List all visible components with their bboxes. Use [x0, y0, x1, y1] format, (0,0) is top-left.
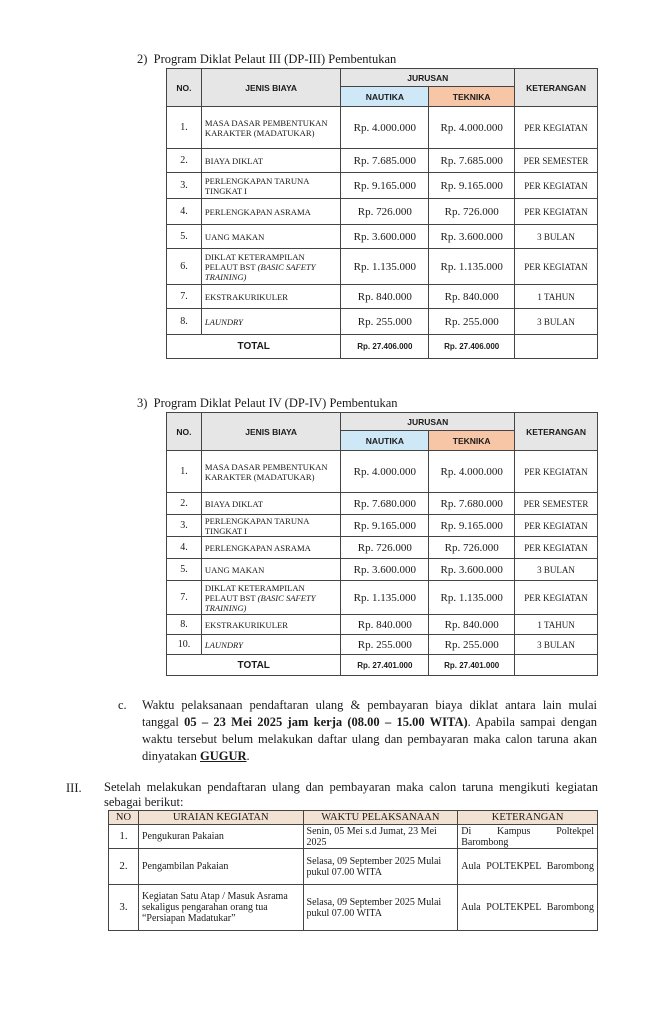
section-iii-marker: III. — [66, 781, 82, 795]
row-keterangan: PER KEGIATAN — [515, 537, 598, 559]
row-number: 5. — [167, 559, 202, 581]
header-no: NO. — [167, 69, 202, 107]
table-row — [167, 451, 598, 493]
row-item-italic: LAUNDRY — [204, 316, 243, 327]
row-teknika: Rp. 3.600.000 — [429, 225, 515, 249]
table-row — [167, 285, 598, 309]
row-nautika: Rp. 3.600.000 — [341, 225, 429, 249]
header-jenis-biaya: JENIS BIAYA — [201, 69, 341, 107]
row-keterangan: 1 TAHUN — [515, 285, 598, 309]
header-waktu: WAKTU PELAKSANAAN — [303, 811, 458, 825]
row-teknika: Rp. 255.000 — [429, 309, 515, 335]
row-keterangan: PER SEMESTER — [515, 149, 598, 173]
header-keterangan: KETERANGAN — [458, 811, 598, 825]
row-keterangan: PER KEGIATAN — [515, 173, 598, 199]
row-waktu: Selasa, 09 September 2025 Mulai pukul 07.00 WITA — [303, 885, 458, 931]
row-keterangan: 3 BULAN — [515, 225, 598, 249]
header-uraian: URAIAN KEGIATAN — [138, 811, 303, 825]
row-keterangan: Aula POLTEKPEL Barombong — [458, 885, 598, 931]
row-item-text: BIAYA DIKLAT — [204, 155, 264, 166]
row-uraian: Kegiatan Satu Atap / Masuk Asrama sekaligus pengarahan orang tua “Persiapan Madatukar” — [138, 885, 303, 931]
row-teknika: Rp. 840.000 — [429, 285, 515, 309]
row-teknika: Rp. 840.000 — [429, 615, 515, 635]
table-row — [167, 493, 598, 515]
row-number: 7. — [167, 581, 202, 615]
point-c-text — [142, 697, 597, 765]
row-item — [201, 173, 341, 199]
row-number: 1. — [167, 107, 202, 149]
header-no: NO. — [167, 413, 202, 451]
row-number: 3. — [109, 885, 139, 931]
row-item — [201, 615, 341, 635]
row-item — [201, 225, 341, 249]
row-item-text: UANG MAKAN — [204, 231, 265, 242]
row-item-text: DIKLAT KETERAMPILAN PELAUT BST — [204, 582, 305, 603]
row-nautika: Rp. 7.680.000 — [341, 493, 429, 515]
row-item — [201, 199, 341, 225]
section-3-title: 3) Program Diklat Pelaut IV (DP-IV) Pembentukan — [137, 396, 398, 410]
table-row — [167, 225, 598, 249]
row-number: 7. — [167, 285, 202, 309]
row-item-text: UANG MAKAN — [204, 564, 265, 575]
row-number: 4. — [167, 199, 202, 225]
row-keterangan: 3 BULAN — [515, 309, 598, 335]
row-nautika: Rp. 9.165.000 — [341, 515, 429, 537]
row-nautika: Rp. 840.000 — [341, 285, 429, 309]
row-item — [201, 537, 341, 559]
row-item-text: PERLENGKAPAN TARUNA TINGKAT I — [204, 515, 309, 536]
row-number: 2. — [167, 493, 202, 515]
row-nautika: Rp. 1.135.000 — [341, 581, 429, 615]
row-teknika: Rp. 7.685.000 — [429, 149, 515, 173]
row-item — [201, 309, 341, 335]
cost-table-dp4 — [166, 412, 598, 676]
point-c-text-3: . — [246, 749, 250, 763]
row-number: 2. — [167, 149, 202, 173]
row-teknika: Rp. 9.165.000 — [429, 173, 515, 199]
table-row — [167, 537, 598, 559]
row-item — [201, 107, 341, 149]
row-teknika: Rp. 9.165.000 — [429, 515, 515, 537]
table-row — [167, 199, 598, 225]
row-number: 4. — [167, 537, 202, 559]
header-no: NO — [109, 811, 139, 825]
header-jurusan: JURUSAN — [341, 69, 515, 87]
row-nautika: Rp. 726.000 — [341, 537, 429, 559]
point-c-date-range: 05 – 23 Mei 2025 jam kerja (08.00 – 15.00 WITA) — [184, 715, 468, 729]
total-keterangan — [515, 655, 598, 676]
row-number: 6. — [167, 249, 202, 285]
table-row — [109, 885, 598, 931]
row-teknika: Rp. 4.000.000 — [429, 107, 515, 149]
total-nautika: Rp. 27.406.000 — [341, 335, 429, 359]
row-item-text: DIKLAT KETERAMPILAN PELAUT BST — [204, 251, 305, 272]
row-item-text: EKSTRAKURIKULER — [204, 291, 288, 302]
row-teknika: Rp. 255.000 — [429, 635, 515, 655]
header-nautika: NAUTIKA — [341, 87, 429, 107]
row-number: 10. — [167, 635, 202, 655]
section-2-title: 2) Program Diklat Pelaut III (DP-III) Pembentukan — [137, 52, 397, 66]
row-keterangan: PER KEGIATAN — [515, 451, 598, 493]
total-teknika: Rp. 27.401.000 — [429, 655, 515, 676]
header-jenis-biaya: JENIS BIAYA — [201, 413, 341, 451]
row-item — [201, 451, 341, 493]
section-iii-text: Setelah melakukan pendaftaran ulang dan pembayaran maka calon taruna mengikuti kegiatan sebagai berikut: — [104, 780, 598, 809]
row-item-italic: LAUNDRY — [204, 639, 243, 650]
row-item — [201, 635, 341, 655]
row-teknika: Rp. 7.680.000 — [429, 493, 515, 515]
row-nautika: Rp. 9.165.000 — [341, 173, 429, 199]
total-teknika: Rp. 27.406.000 — [429, 335, 515, 359]
total-keterangan — [515, 335, 598, 359]
row-waktu: Senin, 05 Mei s.d Jumat, 23 Mei 2025 — [303, 825, 458, 849]
row-number: 5. — [167, 225, 202, 249]
table-row — [167, 149, 598, 173]
row-teknika: Rp. 726.000 — [429, 199, 515, 225]
row-nautika: Rp. 255.000 — [341, 635, 429, 655]
table-row — [109, 849, 598, 885]
table-row — [167, 107, 598, 149]
row-item — [201, 149, 341, 173]
row-nautika: Rp. 4.000.000 — [341, 451, 429, 493]
row-keterangan: 3 BULAN — [515, 559, 598, 581]
row-item-text: PERLENGKAPAN ASRAMA — [204, 542, 311, 553]
cost-table-dp3 — [166, 68, 598, 359]
row-item-text: BIAYA DIKLAT — [204, 498, 264, 509]
total-label: TOTAL — [167, 335, 341, 359]
row-teknika: Rp. 3.600.000 — [429, 559, 515, 581]
row-keterangan: PER KEGIATAN — [515, 199, 598, 225]
row-number: 1. — [167, 451, 202, 493]
row-nautika: Rp. 3.600.000 — [341, 559, 429, 581]
point-c-text-2: . Apabila sampai dengan waktu tersebut belum melakukan daftar ulang dan pembayaran maka calon taruna akan dinyatakan — [142, 715, 597, 763]
table-row — [167, 635, 598, 655]
total-label: TOTAL — [167, 655, 341, 676]
table-row — [167, 309, 598, 335]
row-item-italic: (BASIC SAFETY TRAINING) — [204, 592, 316, 613]
table-row — [167, 249, 598, 285]
table-row — [167, 615, 598, 635]
table-row — [167, 559, 598, 581]
header-jurusan: JURUSAN — [341, 413, 515, 431]
row-number: 3. — [167, 173, 202, 199]
row-keterangan: PER KEGIATAN — [515, 581, 598, 615]
row-item-text: MASA DASAR PEMBENTUKAN KARAKTER (MADATUKAR) — [204, 461, 328, 482]
point-c-marker: c. — [118, 698, 127, 712]
header-teknika: TEKNIKA — [429, 431, 515, 451]
row-teknika: Rp. 1.135.000 — [429, 249, 515, 285]
activities-table — [108, 810, 598, 931]
table-row — [167, 515, 598, 537]
row-item — [201, 493, 341, 515]
row-keterangan: Aula POLTEKPEL Barombong — [458, 849, 598, 885]
row-teknika: Rp. 726.000 — [429, 537, 515, 559]
row-teknika: Rp. 4.000.000 — [429, 451, 515, 493]
row-item-text: EKSTRAKURIKULER — [204, 619, 288, 630]
row-item — [201, 559, 341, 581]
row-nautika: Rp. 726.000 — [341, 199, 429, 225]
row-keterangan: 3 BULAN — [515, 635, 598, 655]
row-number: 8. — [167, 615, 202, 635]
point-c-text-1: Waktu pelaksanaan pendaftaran ulang & pembayaran biaya diklat antara lain mulai tanggal — [142, 698, 597, 729]
row-item-italic: (BASIC SAFETY TRAINING) — [204, 261, 316, 282]
row-keterangan: PER KEGIATAN — [515, 249, 598, 285]
header-keterangan: KETERANGAN — [515, 413, 598, 451]
header-teknika: TEKNIKA — [429, 87, 515, 107]
row-item-text: PERLENGKAPAN TARUNA TINGKAT I — [204, 175, 309, 196]
table-row — [167, 173, 598, 199]
row-uraian: Pengukuran Pakaian — [138, 825, 303, 849]
row-nautika: Rp. 1.135.000 — [341, 249, 429, 285]
row-keterangan: PER SEMESTER — [515, 493, 598, 515]
header-keterangan: KETERANGAN — [515, 69, 598, 107]
row-keterangan: PER KEGIATAN — [515, 515, 598, 537]
row-uraian: Pengambilan Pakaian — [138, 849, 303, 885]
row-keterangan: PER KEGIATAN — [515, 107, 598, 149]
row-item — [201, 249, 341, 285]
table-row — [109, 825, 598, 849]
row-item-text: PERLENGKAPAN ASRAMA — [204, 206, 311, 217]
row-item — [201, 515, 341, 537]
row-item — [201, 581, 341, 615]
row-waktu: Selasa, 09 September 2025 Mulai pukul 07.00 WITA — [303, 849, 458, 885]
row-nautika: Rp. 7.685.000 — [341, 149, 429, 173]
row-item-text: MASA DASAR PEMBENTUKAN KARAKTER (MADATUKAR) — [204, 117, 328, 138]
row-item — [201, 285, 341, 309]
table-row — [167, 581, 598, 615]
row-keterangan: 1 TAHUN — [515, 615, 598, 635]
point-c-gugur: GUGUR — [199, 749, 247, 763]
row-keterangan: Di Kampus Poltekpel Barombong — [458, 825, 598, 849]
row-nautika: Rp. 840.000 — [341, 615, 429, 635]
row-number: 1. — [109, 825, 139, 849]
header-nautika: NAUTIKA — [341, 431, 429, 451]
row-number: 8. — [167, 309, 202, 335]
row-nautika: Rp. 255.000 — [341, 309, 429, 335]
row-teknika: Rp. 1.135.000 — [429, 581, 515, 615]
row-number: 2. — [109, 849, 139, 885]
total-nautika: Rp. 27.401.000 — [341, 655, 429, 676]
row-nautika: Rp. 4.000.000 — [341, 107, 429, 149]
row-number: 3. — [167, 515, 202, 537]
